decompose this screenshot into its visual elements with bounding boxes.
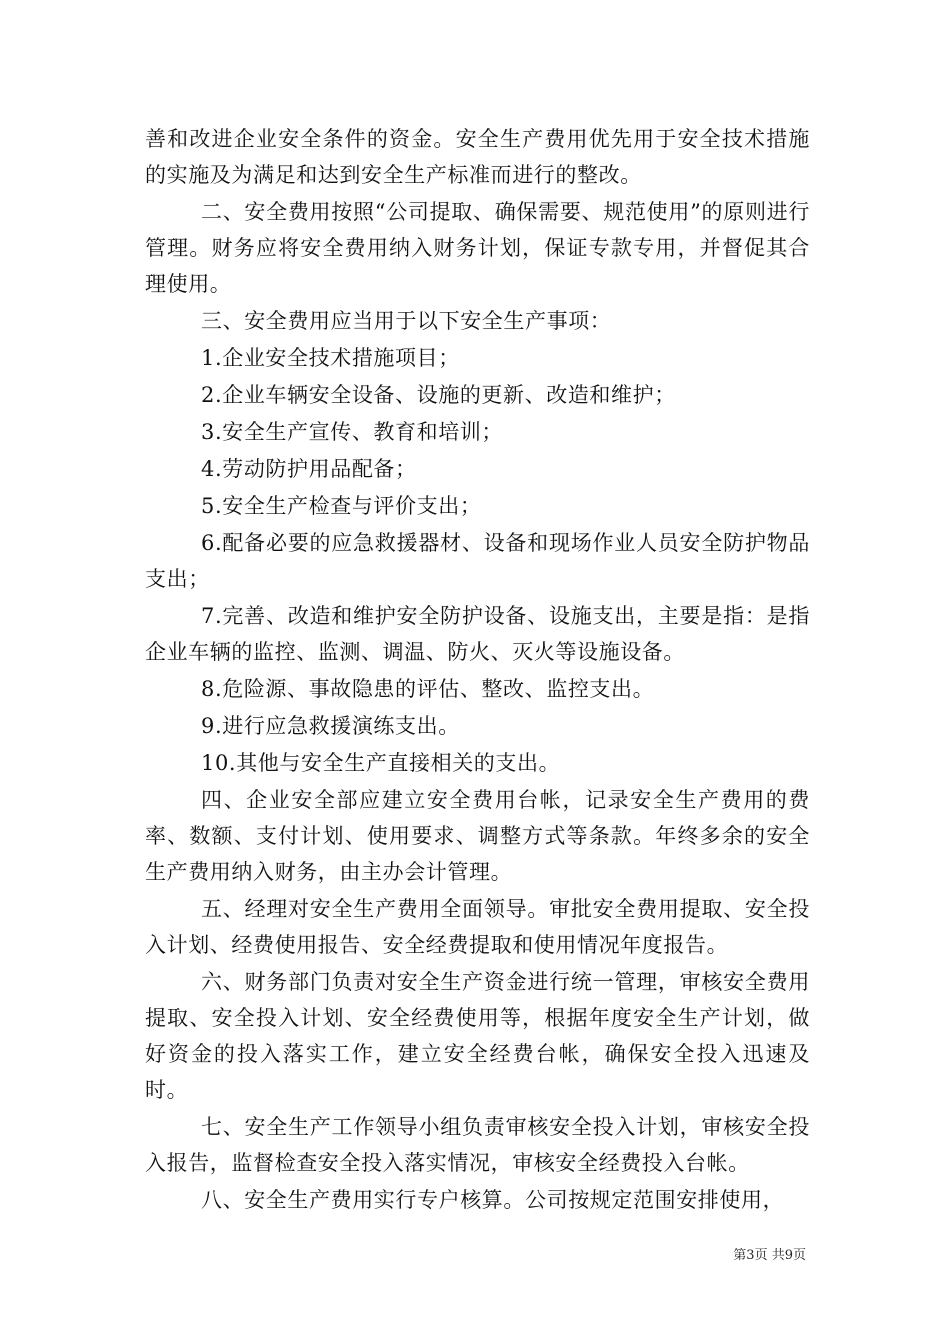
document-body	[145, 121, 810, 1219]
paragraph: 四、企业安全部应建立安全费用台帐，记录安全生产费用的费率、数额、支付计划、使用要求、调整方式等条款。年终多余的安全生产费用纳入财务，由主办会计管理。	[145, 788, 810, 884]
paragraph: 5.安全生产检查与评价支出；	[201, 494, 482, 518]
footer-prefix: 第	[733, 1248, 747, 1263]
paragraph: 善和改进企业安全条件的资金。安全生产费用优先用于安全技术措施的实施及为满足和达到安全生产标准而进行的整改。	[145, 127, 810, 187]
paragraph: 7.完善、改造和维护安全防护设备、设施支出，主要是指：是指企业车辆的监控、监测、调温、防火、灭火等设施设备。	[145, 604, 810, 664]
footer-total-pages: 9	[784, 1248, 793, 1263]
footer-current-page: 3	[746, 1248, 755, 1263]
paragraph: 二、安全费用按照“公司提取、确保需要、规范使用”的原则进行管理。财务应将安全费用纳入财务计划，保证专款专用，并督促其合理使用。	[145, 200, 810, 296]
paragraph: 六、财务部门负责对安全生产资金进行统一管理，审核安全费用提取、安全投入计划、安全经费使用等，根据年度安全生产计划，做好资金的投入落实工作，建立安全经费台帐，确保安全投入迅速及时。	[145, 970, 810, 1102]
paragraph: 八、安全生产费用实行专户核算。公司按规定范围安排使用，	[201, 1188, 785, 1212]
paragraph: 七、安全生产工作领导小组负责审核安全投入计划，审核安全投入报告，监督检查安全投入落实情况，审核安全经费投入台帐。	[145, 1115, 810, 1175]
paragraph: 6.配备必要的应急救援器材、设备和现场作业人员安全防护物品支出；	[145, 531, 810, 591]
paragraph: 10.其他与安全生产直接相关的支出。	[201, 751, 561, 775]
paragraph: 三、安全费用应当用于以下安全生产事项：	[201, 309, 612, 333]
paragraph: 1.企业安全技术措施项目；	[201, 346, 460, 370]
page-footer	[0, 1248, 806, 1264]
paragraph: 9.进行应急救援演练支出。	[201, 714, 460, 738]
paragraph: 五、经理对安全生产费用全面领导。审批安全费用提取、安全投入计划、经费使用报告、安全经费提取和使用情况年度报告。	[145, 897, 810, 957]
footer-middle: 页 共	[754, 1248, 785, 1263]
paragraph: 3.安全生产宣传、教育和培训；	[201, 420, 504, 444]
paragraph: 2.企业车辆安全设备、设施的更新、改造和维护；	[201, 383, 676, 407]
footer-suffix: 页	[792, 1248, 806, 1263]
paragraph: 4.劳动防护用品配备；	[201, 457, 417, 481]
paragraph: 8.危险源、事故隐患的评估、整改、监控支出。	[201, 677, 655, 701]
